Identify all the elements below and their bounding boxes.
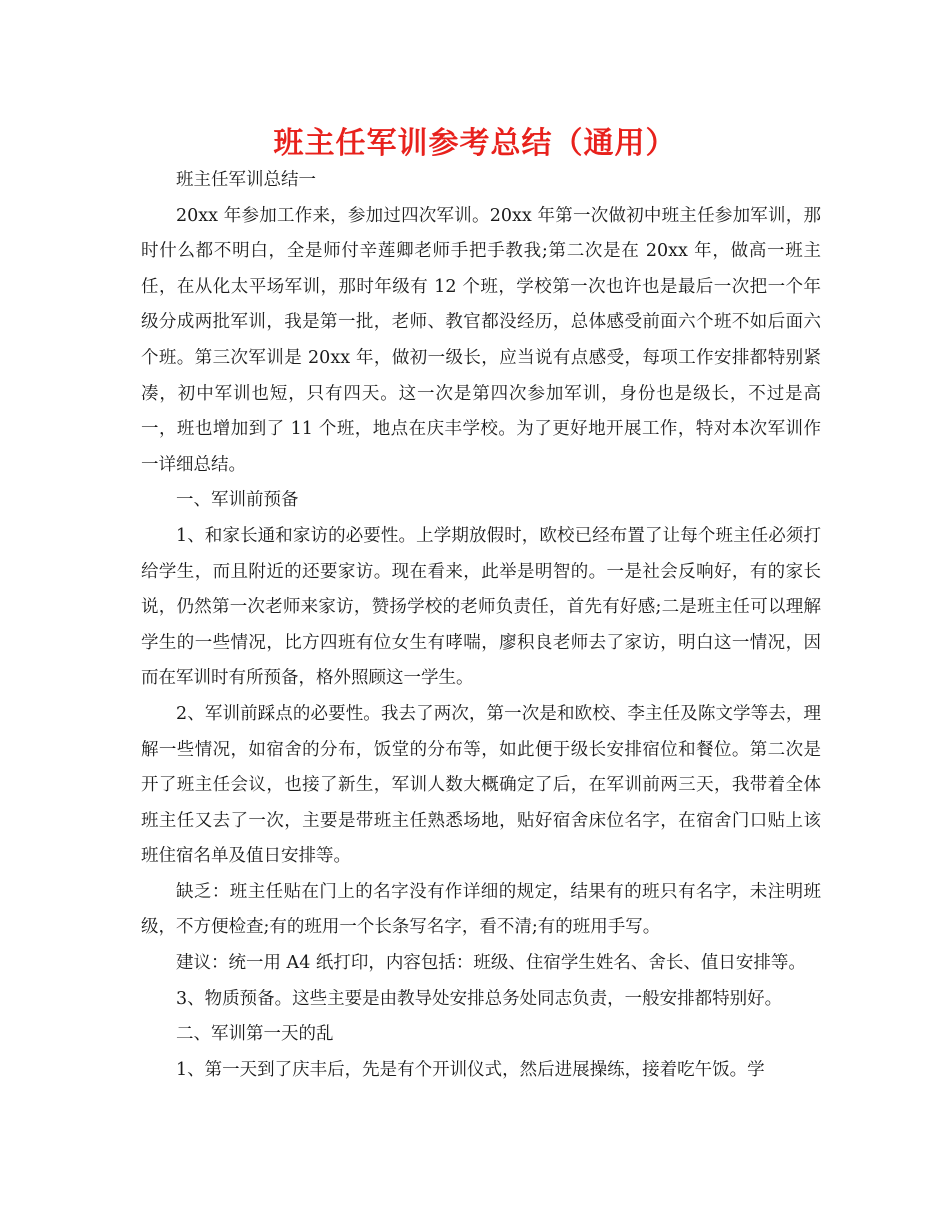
body-paragraph: 1、第一天到了庆丰后，先是有个开训仪式，然后进展操练，接着吃午饭。学: [176, 1059, 765, 1080]
body-paragraph: 建议：统一用 A4 纸打印，内容包括：班级、住宿学生姓名、舍长、值日安排等。: [176, 953, 806, 974]
document-title: 班主任军训参考总结（通用）: [273, 126, 677, 161]
body-paragraph: 20xx 年参加工作来，参加过四次军训。20xx 年第一次做初中班主任参加军训，那时什么都不明白，全是师付辛莲卿老师手把手教我;第二次是在 20xx 年，做高一班主任，在从化太平场军训，那时年级有 12 个班，学校第一次也许也是最后一次把一个年级分成两批军训，我是第一批，老师、教官都没经历，总体感受前面六个班不如后面六个班。第三次军训是 20xx 年，做初一级长，应当说有点感受，每项工作安排都特别紧凑，初中军训也短，只有四天。这一次是第四次参加军训，身份也是级长，不过是高一，班也增加到了 11 个班，地点在庆丰学校。为了更好地开展工作，特对本次军训作一详细总结。: [141, 205, 821, 475]
section-heading: 班主任军训总结一: [176, 170, 316, 190]
body-paragraph: 2、军训前踩点的必要性。我去了两次，第一次是和欧校、李主任及陈文学等去，理解一些情况，如宿舍的分布，饭堂的分布等，如此便于级长安排宿位和餐位。第二次是开了班主任会议，也接了新生，军训人数大概确定了后，在军训前两三天，我带着全体班主任又去了一次，主要是带班主任熟悉场地，贴好宿舍床位名字，在宿舍门口贴上该班住宿名单及值日安排等。: [141, 703, 821, 867]
body-paragraph: 1、和家长通和家访的必要性。上学期放假时，欧校已经布置了让每个班主任必须打给学生，而且附近的还要家访。现在看来，此举是明智的。一是社会反响好，有的家长说，仍然第一次老师来家访，赞扬学校的老师负责任，首先有好感;二是班主任可以理解学生的一些情况，比方四班有位女生有哮喘，廖积良老师去了家访，明白这一情况，因而在军训时有所预备，格外照顾这一学生。: [141, 525, 821, 689]
section-heading: 二、军训第一天的乱: [176, 1024, 334, 1045]
section-heading: 一、军训前预备: [176, 490, 299, 511]
body-paragraph: 缺乏：班主任贴在门上的名字没有作详细的规定，结果有的班只有名字，未注明班级，不方便检查;有的班用一个长条写名字，看不清;有的班用手写。: [141, 881, 821, 938]
body-paragraph: 3、物质预备。这些主要是由教导处安排总务处同志负责，一般安排都特别好。: [176, 988, 783, 1009]
document-body: [141, 163, 821, 1088]
